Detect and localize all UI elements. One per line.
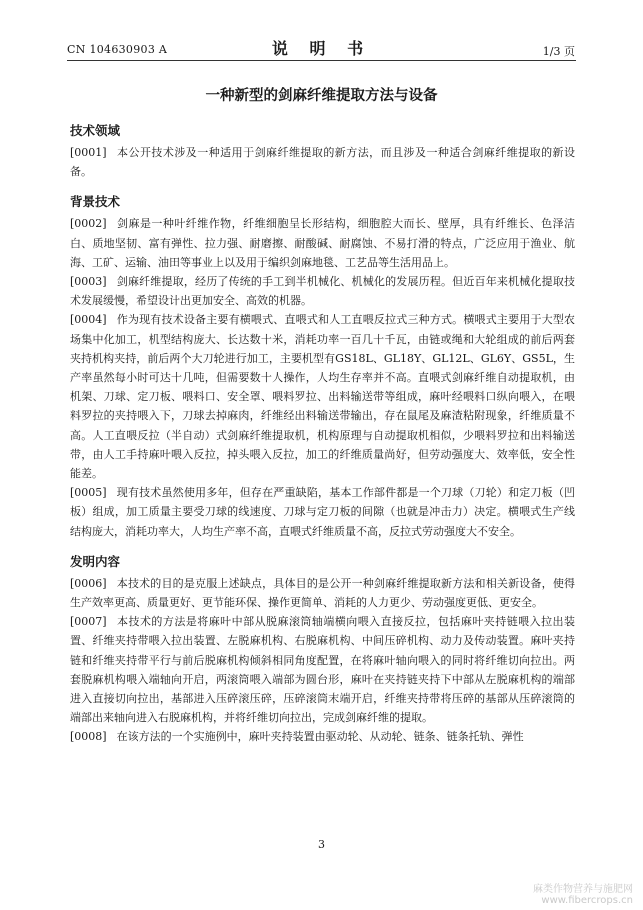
paragraph-number: [0007] — [70, 615, 107, 629]
section-heading-background: 背景技术 — [70, 194, 121, 210]
paragraph-number: [0006] — [70, 576, 107, 590]
paragraph-text: 本技术的目的是克服上述缺点，具体目的是公开一种剑麻纤维提取新方法和相关新设备，使得生产效率更高、质量更好、更节能环保、操作更简单、消耗的人力更少、劳动强度更低、更安全。 — [70, 576, 575, 610]
document-number: CN 104630903 A — [67, 43, 168, 56]
watermark-url: www.fibercrops.cn — [541, 895, 633, 906]
paragraph-0002 — [70, 214, 575, 272]
paragraph-0005 — [70, 483, 575, 541]
paragraph-0003 — [70, 272, 575, 310]
document-type-heading: 说 明 书 — [271, 39, 372, 58]
section-heading-technical-field: 技术领域 — [70, 123, 121, 138]
paragraph-number: [0005] — [70, 486, 107, 500]
document-body — [70, 122, 575, 747]
page-info: 1/3 页 — [542, 45, 575, 58]
paragraph-0001 — [70, 143, 575, 181]
header-divider — [67, 60, 576, 61]
paragraph-number: [0003] — [70, 275, 107, 289]
section-heading-invention-content: 发明内容 — [70, 553, 121, 569]
paragraph-text: 剑麻是一种叶纤维作物，纤维细胞呈长形结构，细胞腔大而长、壁厚，具有纤维长、色泽洁白、质地坚韧、富有弹性、拉力强、耐磨擦、耐酸碱、耐腐蚀、不易打滑的特点，广泛应用于渔业、航海、工矿、运输、油田等事业上以及用于编织剑麻地毯、工艺品等生活用品上。 — [70, 217, 575, 269]
paragraph-number: [0002] — [70, 217, 107, 231]
document-title: 一种新型的剑麻纤维提取方法与设备 — [205, 88, 438, 104]
paragraph-text: 作为现有技术设备主要有横喂式、直喂式和人工直喂反拉式三种方式。横喂式主要用于大型农场集中化加工，机型结构庞大、长达数十米，消耗功率一百几十千瓦，由链或绳和大轮组成的前后两套夹持机构夹持，前后两个大刀轮进行加工，主要机型有GS18L、GL18Y、GL12L、GL6Y、GS5L，生产率虽然每小时可达十几吨，但需要数十人操作，人均生存率并不高。直喂式剑麻纤维自动提取机，由机架、刀球、定刀板、喂料口、安全罩、喂料罗拉、出料输送带等组成，麻叶经喂料口纵向喂入，在喂料罗拉的夹持喂入下，刀球去掉麻肉，纤维经出料输送带输出，存在鼠尾及麻渣粘附现象，纤维质量不高。人工直喂反拉（半自动）式剑麻纤维提取机，机构原理与自动提取机相似，少喂料罗拉和出料输送带，由人工手持麻叶喂入反拉，掉头喂入反拉，加工的纤维质量尚好，但劳动强度大、效率低，安全性能差。 — [70, 313, 575, 481]
paragraph-number: [0001] — [70, 146, 107, 159]
paragraph-number: [0008] — [70, 730, 107, 744]
paragraph-0008 — [70, 727, 575, 746]
paragraph-0004 — [70, 310, 575, 483]
paragraph-number: [0004] — [70, 313, 107, 327]
paragraph-0007 — [70, 612, 575, 727]
watermark-text: 麻类作物营养与施肥网 — [533, 884, 633, 895]
paragraph-text: 本公开技术涉及一种适用于剑麻纤维提取的新方法，而且涉及一种适合剑麻纤维提取的新设备。 — [70, 146, 575, 179]
paragraph-text: 在该方法的一个实施例中，麻叶夹持装置由驱动轮、从动轮、链条、链条托轨、弹性 — [116, 730, 524, 744]
paragraph-text: 本技术的方法是将麻叶中部从脱麻滚筒轴端横向喂入直接反拉，包括麻叶夹持链喂入拉出装置、纤维夹持带喂入拉出装置、左脱麻机构、右脱麻机构、中间压碎机构、动力及传动装置。麻叶夹持链和纤维夹持带平行与前后脱麻机构倾斜相同角度配置，在将麻叶轴向喂入的同时将纤维切向拉出。两套脱麻机构喂入端轴向开启，两滚筒喂入端部为圆台形，麻叶在夹持链夹持下中部从左脱麻机构的端部进入直接切向拉出，基部进入压碎滚压碎，压碎滚筒末端开启，纤维夹持带将压碎的基部从压碎滚筒的端部出来轴向进入右脱麻机构，并将纤维切向拉出，完成剑麻纤维的提取。 — [70, 615, 575, 725]
paragraph-text: 剑麻纤维提取，经历了传统的手工到半机械化、机械化的发展历程。但近百年来机械化提取技术发展缓慢，希望设计出更加安全、高效的机器。 — [70, 275, 575, 308]
paragraph-text: 现有技术虽然使用多年，但存在严重缺陷，基本工作部件都是一个刀球（刀轮）和定刀板（凹板）组成，加工质量主要受刀球的线速度、刀球与定刀板的间隙（也就是冲击力）决定。横喂式生产线结构庞大，消耗功率大，人均生产率不高，直喂式纤维质量不高，反拉式劳动强度大不安全。 — [70, 486, 575, 538]
paragraph-0006 — [70, 574, 575, 612]
page-number: 3 — [318, 838, 325, 851]
